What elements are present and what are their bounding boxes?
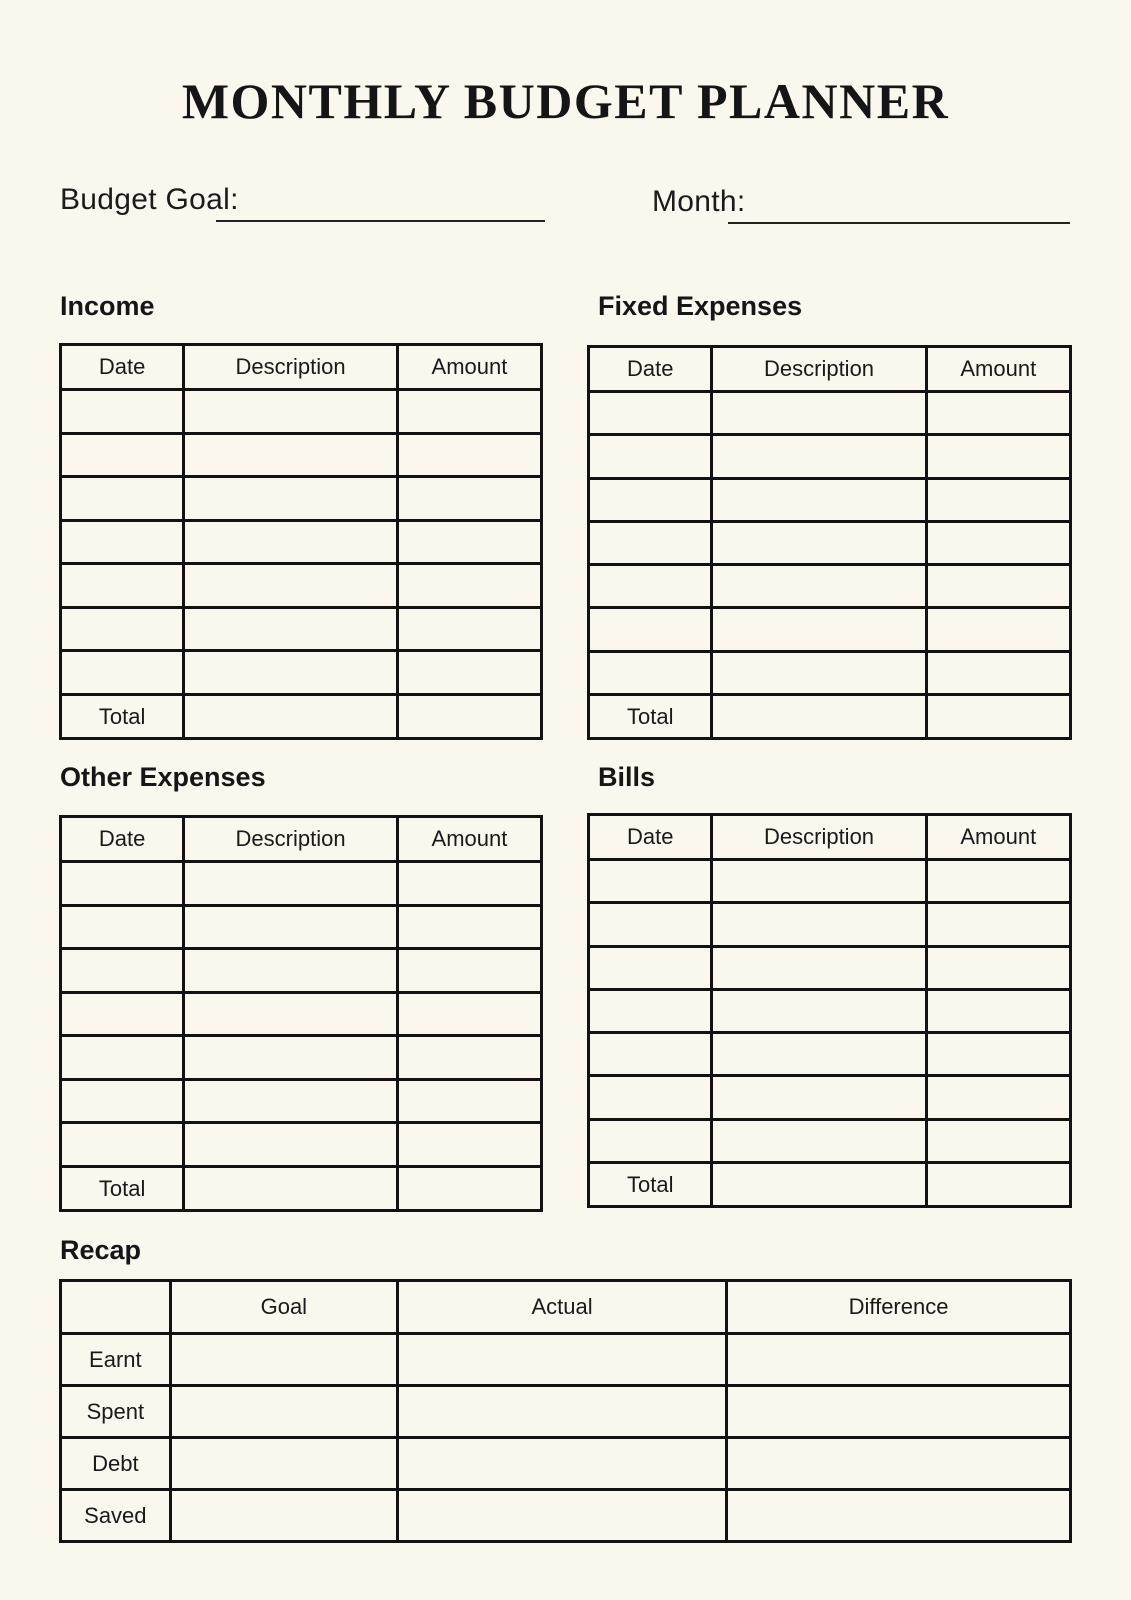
income-row-3-amount-cell[interactable] — [397, 477, 541, 521]
other-expenses-total-amount-cell[interactable] — [397, 1167, 541, 1211]
income-row-2-date-cell[interactable] — [61, 433, 184, 477]
recap-spent-goal-cell[interactable] — [170, 1386, 397, 1438]
other-expenses-row-1-amount-cell[interactable] — [397, 862, 541, 906]
bills-row-3 — [589, 946, 1071, 989]
recap-debt-difference-cell[interactable] — [727, 1438, 1071, 1490]
recap-spent-actual-cell[interactable] — [398, 1386, 727, 1438]
bills-total-label: Total — [589, 1163, 712, 1207]
bills-row-3-date-cell[interactable] — [589, 946, 712, 989]
fixed-expenses-row-4 — [589, 521, 1071, 564]
bills-row-5 — [589, 1033, 1071, 1076]
income-row-7-amount-cell[interactable] — [397, 651, 541, 695]
bills-col-description: Description — [712, 815, 926, 860]
other-expenses-col-amount: Amount — [397, 817, 541, 862]
bills-row-6-date-cell[interactable] — [589, 1076, 712, 1119]
income-total-amount-cell[interactable] — [397, 695, 541, 739]
fixed-expenses-col-description: Description — [712, 347, 926, 392]
other-expenses-row-7-description-cell[interactable] — [184, 1123, 398, 1167]
income-row-4-description-cell[interactable] — [184, 520, 398, 564]
bills-table — [587, 813, 1072, 1208]
other-expenses-row-7-date-cell[interactable] — [61, 1123, 184, 1167]
fixed-expenses-row-5-description-cell[interactable] — [712, 565, 926, 608]
recap-earnt-goal-cell[interactable] — [170, 1334, 397, 1386]
bills-header-row — [589, 815, 1071, 860]
bills-row-2-description-cell[interactable] — [712, 903, 926, 946]
other-expenses-row-4 — [61, 992, 542, 1036]
other-expenses-table — [59, 815, 543, 1212]
fixed-expenses-row-2-description-cell[interactable] — [712, 435, 926, 478]
fixed-expenses-row-7-date-cell[interactable] — [589, 651, 712, 694]
income-row-6-description-cell[interactable] — [184, 607, 398, 651]
fixed-expenses-row-5 — [589, 565, 1071, 608]
income-row-5 — [61, 564, 542, 608]
bills-total-description-cell[interactable] — [712, 1163, 926, 1207]
fixed-expenses-row-1-date-cell[interactable] — [589, 392, 712, 435]
bills-row-4 — [589, 989, 1071, 1032]
fixed-expenses-row-6-date-cell[interactable] — [589, 608, 712, 651]
income-table — [59, 343, 543, 740]
fixed-expenses-row-5-date-cell[interactable] — [589, 565, 712, 608]
other-expenses-row-1-description-cell[interactable] — [184, 862, 398, 906]
recap-spent-label: Spent — [61, 1386, 171, 1438]
bills-row-6 — [589, 1076, 1071, 1119]
other-expenses-row-5-description-cell[interactable] — [184, 1036, 398, 1080]
income-row-7-description-cell[interactable] — [184, 651, 398, 695]
other-expenses-row-1 — [61, 862, 542, 906]
fixed-expenses-row-4-date-cell[interactable] — [589, 521, 712, 564]
bills-row-3-description-cell[interactable] — [712, 946, 926, 989]
income-row-4-amount-cell[interactable] — [397, 520, 541, 564]
income-row-3-description-cell[interactable] — [184, 477, 398, 521]
fixed-expenses-row-1-amount-cell[interactable] — [926, 392, 1070, 435]
other-expenses-header-row — [61, 817, 542, 862]
other-expenses-row-6-date-cell[interactable] — [61, 1079, 184, 1123]
bills-row-5-date-cell[interactable] — [589, 1033, 712, 1076]
income-section-title: Income — [60, 291, 155, 321]
other-expenses-row-2-amount-cell[interactable] — [397, 905, 541, 949]
fixed-expenses-col-date: Date — [589, 347, 712, 392]
bills-section-title: Bills — [598, 762, 656, 792]
fixed-expenses-col-amount: Amount — [926, 347, 1070, 392]
other-expenses-total-description-cell[interactable] — [184, 1167, 398, 1211]
budget-goal-input-line[interactable] — [216, 220, 545, 222]
other-expenses-row-4-date-cell[interactable] — [61, 992, 184, 1036]
income-row-6-amount-cell[interactable] — [397, 607, 541, 651]
fixed-expenses-row-7 — [589, 651, 1071, 694]
other-expenses-row-4-amount-cell[interactable] — [397, 992, 541, 1036]
bills-row-7 — [589, 1119, 1071, 1162]
other-expenses-row-3-description-cell[interactable] — [184, 949, 398, 993]
income-total-description-cell[interactable] — [184, 695, 398, 739]
bills-total-amount-cell[interactable] — [926, 1163, 1070, 1207]
fixed-expenses-total-description-cell[interactable] — [712, 695, 926, 739]
recap-col-actual: Actual — [398, 1281, 727, 1334]
other-expenses-row-6-description-cell[interactable] — [184, 1079, 398, 1123]
income-row-1-amount-cell[interactable] — [397, 390, 541, 434]
recap-section-title: Recap — [60, 1235, 142, 1265]
other-expenses-row-5-amount-cell[interactable] — [397, 1036, 541, 1080]
other-expenses-row-7 — [61, 1123, 542, 1167]
income-row-3-date-cell[interactable] — [61, 477, 184, 521]
recap-table — [59, 1279, 1072, 1540]
bills-row-2-date-cell[interactable] — [589, 903, 712, 946]
income-row-3 — [61, 477, 542, 521]
bills-col-amount: Amount — [926, 815, 1070, 860]
recap-spent-difference-cell[interactable] — [727, 1386, 1071, 1438]
fixed-expenses-total-row — [589, 695, 1071, 739]
recap-col-blank — [61, 1281, 171, 1334]
income-row-1 — [61, 390, 542, 434]
other-expenses-row-3-amount-cell[interactable] — [397, 949, 541, 993]
bills-row-1-date-cell[interactable] — [589, 860, 712, 903]
bills-row-2 — [589, 903, 1071, 946]
income-row-2-amount-cell[interactable] — [397, 433, 541, 477]
recap-saved-difference-cell[interactable] — [727, 1490, 1071, 1542]
fixed-expenses-header-row — [589, 347, 1071, 392]
income-row-5-date-cell[interactable] — [61, 564, 184, 608]
fixed-expenses-row-2 — [589, 435, 1071, 478]
income-row-5-description-cell[interactable] — [184, 564, 398, 608]
recap-earnt-difference-cell[interactable] — [727, 1334, 1071, 1386]
bills-row-4-date-cell[interactable] — [589, 989, 712, 1032]
fixed-expenses-row-4-amount-cell[interactable] — [926, 521, 1070, 564]
recap-debt-label: Debt — [61, 1438, 171, 1490]
recap-earnt-actual-cell[interactable] — [398, 1334, 727, 1386]
other-expenses-row-2 — [61, 905, 542, 949]
other-expenses-col-date: Date — [61, 817, 184, 862]
recap-col-difference: Difference — [727, 1281, 1071, 1334]
income-row-7-date-cell[interactable] — [61, 651, 184, 695]
month-input-line[interactable] — [728, 222, 1070, 224]
income-row-2 — [61, 433, 542, 477]
income-col-date: Date — [61, 345, 184, 390]
recap-earnt-label: Earnt — [61, 1334, 171, 1386]
other-expenses-row-3-date-cell[interactable] — [61, 949, 184, 993]
page-title: MONTHLY BUDGET PLANNER — [181, 73, 950, 129]
other-expenses-total-label: Total — [61, 1167, 184, 1211]
other-expenses-row-6 — [61, 1079, 542, 1123]
fixed-expenses-row-4-description-cell[interactable] — [712, 521, 926, 564]
income-row-5-amount-cell[interactable] — [397, 564, 541, 608]
income-row-1-description-cell[interactable] — [184, 390, 398, 434]
income-total-row — [61, 695, 542, 739]
income-total-label: Total — [61, 695, 184, 739]
bills-row-5-amount-cell[interactable] — [926, 1033, 1070, 1076]
income-row-6 — [61, 607, 542, 651]
fixed-expenses-row-1 — [589, 392, 1071, 435]
other-expenses-row-7-amount-cell[interactable] — [397, 1123, 541, 1167]
fixed-expenses-row-3 — [589, 478, 1071, 521]
fixed-expenses-row-1-description-cell[interactable] — [712, 392, 926, 435]
bills-row-6-amount-cell[interactable] — [926, 1076, 1070, 1119]
income-row-1-date-cell[interactable] — [61, 390, 184, 434]
fixed-expenses-row-6 — [589, 608, 1071, 651]
fixed-expenses-row-7-description-cell[interactable] — [712, 651, 926, 694]
recap-row-saved — [61, 1490, 1071, 1542]
fixed-expenses-row-3-description-cell[interactable] — [712, 478, 926, 521]
recap-saved-label: Saved — [61, 1490, 171, 1542]
recap-row-earnt — [61, 1334, 1071, 1386]
other-expenses-row-5 — [61, 1036, 542, 1080]
fixed-expenses-table — [587, 345, 1072, 740]
fixed-expenses-row-6-amount-cell[interactable] — [926, 608, 1070, 651]
fixed-expenses-row-5-amount-cell[interactable] — [926, 565, 1070, 608]
income-row-6-date-cell[interactable] — [61, 607, 184, 651]
other-expenses-row-1-date-cell[interactable] — [61, 862, 184, 906]
fixed-expenses-section-title: Fixed Expenses — [598, 291, 803, 321]
other-expenses-row-2-description-cell[interactable] — [184, 905, 398, 949]
recap-debt-goal-cell[interactable] — [170, 1438, 397, 1490]
income-row-2-description-cell[interactable] — [184, 433, 398, 477]
other-expenses-col-description: Description — [184, 817, 398, 862]
income-row-4 — [61, 520, 542, 564]
income-header-row — [61, 345, 542, 390]
income-row-7 — [61, 651, 542, 695]
bills-row-7-date-cell[interactable] — [589, 1119, 712, 1162]
bills-row-2-amount-cell[interactable] — [926, 903, 1070, 946]
bills-row-1 — [589, 860, 1071, 903]
other-expenses-row-6-amount-cell[interactable] — [397, 1079, 541, 1123]
fixed-expenses-row-6-description-cell[interactable] — [712, 608, 926, 651]
budget-goal-label: Budget Goal: — [60, 183, 239, 216]
bills-total-row — [589, 1163, 1071, 1207]
income-col-amount: Amount — [397, 345, 541, 390]
bills-row-7-description-cell[interactable] — [712, 1119, 926, 1162]
bills-row-4-description-cell[interactable] — [712, 989, 926, 1032]
income-row-4-date-cell[interactable] — [61, 520, 184, 564]
other-expenses-row-4-description-cell[interactable] — [184, 992, 398, 1036]
bills-col-date: Date — [589, 815, 712, 860]
bills-row-6-description-cell[interactable] — [712, 1076, 926, 1119]
bills-row-7-amount-cell[interactable] — [926, 1119, 1070, 1162]
other-expenses-row-5-date-cell[interactable] — [61, 1036, 184, 1080]
other-expenses-section-title: Other Expenses — [60, 762, 266, 792]
bills-row-5-description-cell[interactable] — [712, 1033, 926, 1076]
fixed-expenses-row-7-amount-cell[interactable] — [926, 651, 1070, 694]
recap-row-debt — [61, 1438, 1071, 1490]
other-expenses-row-2-date-cell[interactable] — [61, 905, 184, 949]
fixed-expenses-row-3-amount-cell[interactable] — [926, 478, 1070, 521]
other-expenses-total-row — [61, 1167, 542, 1211]
bills-row-1-description-cell[interactable] — [712, 860, 926, 903]
recap-header-row — [61, 1281, 1071, 1334]
other-expenses-row-3 — [61, 949, 542, 993]
recap-saved-goal-cell[interactable] — [170, 1490, 397, 1542]
fixed-expenses-row-2-date-cell[interactable] — [589, 435, 712, 478]
bills-row-3-amount-cell[interactable] — [926, 946, 1070, 989]
recap-col-goal: Goal — [170, 1281, 397, 1334]
bills-row-4-amount-cell[interactable] — [926, 989, 1070, 1032]
income-col-description: Description — [184, 345, 398, 390]
fixed-expenses-row-3-date-cell[interactable] — [589, 478, 712, 521]
recap-debt-actual-cell[interactable] — [398, 1438, 727, 1490]
bills-row-1-amount-cell[interactable] — [926, 860, 1070, 903]
recap-saved-actual-cell[interactable] — [398, 1490, 727, 1542]
recap-row-spent — [61, 1386, 1071, 1438]
fixed-expenses-total-amount-cell[interactable] — [926, 695, 1070, 739]
month-label: Month: — [652, 185, 746, 218]
fixed-expenses-row-2-amount-cell[interactable] — [926, 435, 1070, 478]
fixed-expenses-total-label: Total — [589, 695, 712, 739]
